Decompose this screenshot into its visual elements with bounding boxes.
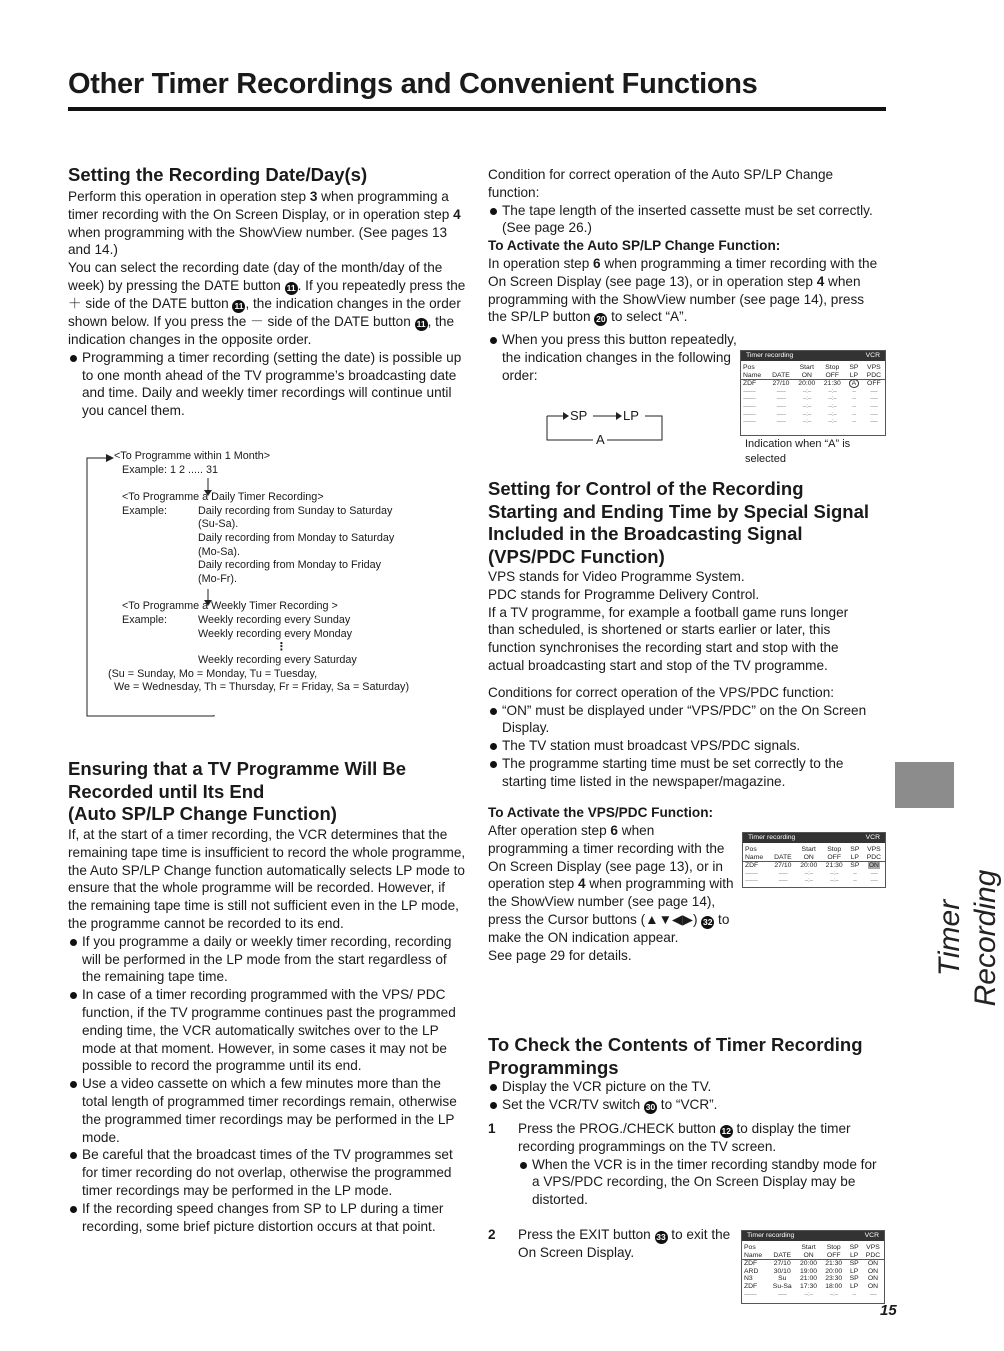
page-title: Other Timer Recordings and Convenient Functions (68, 68, 886, 111)
page-number: 15 (880, 1302, 897, 1319)
osd-cell: ----- (776, 395, 786, 403)
text: VPS (867, 364, 881, 371)
osd-title-bar (742, 1231, 884, 1241)
osd-cell: -- (853, 877, 857, 885)
osd-vcr-label: VCR (865, 834, 880, 841)
text: , the indication changes in the order shown below. If you press the － side of the DATE button (68, 295, 461, 329)
heading-line: To Check the Contents of Timer Recording (488, 1034, 863, 1055)
osd-cell: --:-- (802, 387, 812, 395)
auto-activate-text (488, 255, 886, 326)
osd-cell: SP (849, 1275, 859, 1283)
text: to exit the On Screen Display. (518, 1227, 731, 1260)
text: Name (745, 853, 764, 861)
osd-cell: ---- (870, 395, 878, 403)
text: ON (803, 1251, 814, 1259)
sched-weekly-3: Weekly recording every Saturday (198, 654, 357, 667)
osd-header-row (741, 364, 885, 380)
sched-example-label: Example: (122, 504, 168, 517)
text: Pos (743, 364, 755, 371)
text: Start (801, 1244, 816, 1251)
text: to “VCR”. (657, 1096, 718, 1112)
osd-col-start (796, 846, 821, 862)
date-intro-paragraph (68, 188, 466, 259)
osd-row (741, 380, 885, 388)
auto-condition-bullet: The tape length of the inserted cassette must be set correctly. (See page 26.) (488, 202, 886, 238)
text: In operation step (488, 255, 594, 271)
osd-col-vps (863, 846, 885, 862)
step-number: 3 (309, 189, 318, 204)
text: VPS (867, 846, 881, 853)
osd-cell: ----- (776, 410, 786, 418)
osd-cell: 18:00 (825, 1282, 843, 1290)
text: DATE (773, 1251, 792, 1259)
osd-cell: ------- (745, 877, 758, 885)
check-bullet (488, 1096, 880, 1114)
heading-line: (Auto SP/LP Change Function) (68, 803, 337, 824)
osd-cell: ------- (743, 402, 756, 410)
pdc-def: PDC stands for Programme Delivery Control. (488, 586, 760, 602)
osd-col-date (770, 846, 796, 862)
osd-cell: ----- (776, 387, 786, 395)
osd-cell: ----- (778, 877, 788, 885)
heading-line: Setting for Control of the Recording (488, 478, 804, 499)
text: Pos (745, 846, 757, 853)
osd-empty-row (743, 870, 885, 878)
vps-activate-text (488, 822, 736, 947)
osd-cell: ZDF (743, 380, 757, 388)
auto-activate-heading: To Activate the Auto SP/LP Change Function: (488, 238, 781, 254)
osd-cell: ----- (776, 418, 786, 426)
osd-empty-row (742, 1291, 884, 1299)
osd-table (743, 846, 885, 885)
osd-cell: 27/10 (773, 1260, 791, 1268)
osd-cell: --:-- (828, 387, 837, 395)
osd-cell: 19:00 (800, 1267, 818, 1275)
osd-col-date (768, 364, 794, 380)
step-1-bullet: When the VCR is in the timer recording standby mode for a VPS/PDC recording, the On Screen Display may be distorted. (518, 1156, 880, 1209)
text: . If you repeatedly press the ＋ side of the DATE button (68, 277, 466, 311)
text: to make the ON indication appear. (488, 911, 730, 945)
text: when programming a timer recording with the On Screen Display, or in operation step (68, 189, 454, 222)
osd-cell: 23:30 (825, 1275, 843, 1283)
text: Stop (827, 846, 842, 853)
step-number: 2 (488, 1227, 496, 1242)
text: to display the timer recording programmings on the TV screen. (518, 1120, 851, 1154)
osd-cell: --:-- (828, 410, 837, 418)
sched-daily-2: Daily recording from Monday to Saturday (198, 531, 395, 544)
auto-bullet: If you programme a daily or weekly timer recording, recording will be performed in the LP mode from the start regardless of the remaining tape time. (68, 933, 466, 986)
osd-cell: N3 (744, 1275, 753, 1283)
auto-condition-block (488, 166, 886, 326)
step-number: 6 (593, 255, 601, 271)
osd-cell: ---- (869, 1290, 877, 1298)
auto-condition-text: Condition for correct operation of the Auto SP/LP Change function: (488, 167, 834, 200)
osd-col-start (794, 364, 819, 380)
prog-check-button-icon: 12 (721, 1125, 731, 1136)
osd-cell: ZDF (744, 1282, 758, 1290)
text: OFF (826, 1251, 841, 1259)
vps-section-body (488, 568, 878, 821)
sched-month-heading: <To Programme within 1 Month> (114, 450, 271, 462)
vps-bullet: The TV station must broadcast VPS/PDC signals. (488, 737, 878, 755)
osd-cell: 17:30 (800, 1282, 818, 1290)
osd-cell-mode (845, 380, 863, 388)
date-section-heading: Setting the Recording Date/Day(s) (68, 164, 368, 185)
osd-cell: OFF (867, 380, 881, 388)
osd-col-stop (820, 364, 845, 380)
sched-daily-3: Daily recording from Monday to Friday (198, 559, 382, 572)
osd-cell: 21:30 (825, 862, 843, 870)
osd-cell: SP (850, 862, 860, 870)
osd-cell: -- (853, 869, 857, 877)
osd-empty-row (741, 403, 885, 411)
osd-cell: 30/10 (773, 1267, 791, 1275)
osd-vcr-label: VCR (865, 352, 880, 359)
osd-cell: --:-- (829, 877, 839, 885)
osd-cell: ---- (870, 402, 878, 410)
text: SP (849, 1244, 859, 1251)
text: to select “A”. (607, 309, 688, 325)
osd-empty-row (741, 411, 885, 419)
osd-check-screen (741, 1230, 885, 1304)
osd-empty-row (743, 877, 885, 885)
text: VPS (866, 1244, 880, 1251)
text: Name (743, 371, 762, 379)
cursor-button-icon: 32 (703, 916, 713, 927)
exit-button-icon: 33 (656, 1232, 666, 1242)
osd-cell: -- (852, 418, 856, 426)
osd-on-indicator: ON (868, 862, 879, 870)
osd-cell: ---- (870, 418, 878, 426)
osd-cell: 27/10 (772, 380, 790, 388)
sched-vertical-ellipsis: ⋮ (276, 641, 287, 654)
auto-bullet: Use a video cassette on which a few minutes more than the total length of programmed timer recordings remain, otherwise the programmed timer recordings may be performed in the LP mode. (68, 1075, 466, 1146)
osd-table (742, 1244, 884, 1298)
osd-col-stop (821, 1244, 846, 1260)
text: when programming a timer recording with the On Screen Display (see page 13), or in operation step (488, 255, 878, 289)
vps-conditions: Conditions for correct operation of the VPS/PDC function: (488, 684, 835, 700)
osd-cell: 20:00 (798, 380, 816, 388)
step-number: 4 (577, 876, 586, 892)
osd-col-vps (862, 1244, 884, 1260)
text: Perform this operation in operation step (68, 189, 310, 204)
osd-cell: --:-- (802, 402, 812, 410)
text: ON (801, 371, 812, 379)
text: OFF (825, 371, 840, 379)
sched-example-label: Example: (122, 613, 168, 626)
heading-line: Included in the Broadcasting Signal (488, 523, 803, 544)
osd-caption: Indication when “A” is selected (745, 438, 851, 465)
osd-cell: ------- (744, 1290, 757, 1298)
osd-auto-a-screen (740, 350, 886, 436)
heading-line: Programmings (488, 1056, 619, 1078)
auto-bullet: If the recording speed changes from SP to LP during a timer recording, some brief picture distortion occurs at that point. (68, 1200, 466, 1236)
osd-cell: --:-- (829, 869, 839, 877)
osd-cell: ----- (776, 402, 786, 410)
text: Start (799, 364, 814, 371)
sched-daily-heading: <To Programme a Daily Timer Recording> (122, 491, 324, 504)
chapter-side-label: Timer Recording (933, 869, 1002, 1007)
osd-title: Timer recording (748, 834, 796, 841)
step-1-text (518, 1120, 880, 1156)
osd-cell: 21:00 (800, 1275, 818, 1283)
osd-col-vps (863, 364, 885, 380)
osd-col-start (796, 1244, 821, 1260)
osd-cell-vps (863, 862, 885, 870)
vps-bullet: The programme starting time must be set correctly to the starting time listed in the newspaper/magazine. (488, 755, 878, 791)
text: ON (803, 853, 814, 861)
osd-cell: ----- (778, 869, 788, 877)
osd-cell: 20:00 (825, 1267, 843, 1275)
osd-col-mode (845, 364, 863, 380)
text: when programming a timer recording with the On Screen Display (see page 13), or in operation step (488, 823, 725, 892)
osd-empty-row (741, 418, 885, 426)
vps-desc: If a TV programme, for example a football game runs longer than scheduled, is shortened or starts earlier or later, this function synchronises the recording start and stop with the actual broadcasting start and stop of the TV programme. (488, 604, 849, 673)
text: Name (744, 1251, 763, 1259)
osd-cell: 27/10 (774, 862, 792, 870)
text: SP (850, 846, 860, 853)
text: Start (801, 846, 816, 853)
osd-cell: ------- (745, 869, 758, 877)
cycle-arrows (545, 400, 670, 448)
text: Set the VCR/TV switch (502, 1096, 645, 1112)
osd-cell: ZDF (745, 862, 759, 870)
text: when programming with the ShowView number (see page 14), press the Cursor buttons (▲▼◀▶) (488, 876, 734, 927)
osd-cell: Su-Sa (772, 1282, 792, 1290)
osd-col-pos (742, 1244, 769, 1260)
step-number: 1 (488, 1120, 496, 1136)
sched-daily-1: Daily recording from Sunday to Saturday (198, 504, 393, 517)
osd-cell: ARD (744, 1267, 759, 1275)
vps-activate-heading: To Activate the VPS/PDC Function: (488, 804, 714, 820)
osd-col-mode (846, 1244, 862, 1260)
text: SP (849, 364, 859, 371)
osd-col-stop (821, 846, 846, 862)
osd-row (743, 862, 885, 870)
sched-key-2: We = Wednesday, Th = Thursday, Fr = Friday, Sa = Saturday) (114, 681, 410, 694)
osd-cell: 21:30 (825, 1260, 843, 1268)
osd-a-indicator: A (849, 379, 860, 388)
osd-cell: 20:00 (800, 862, 818, 870)
osd-cell: SP (849, 1260, 859, 1268)
osd-cell: ON (867, 1267, 879, 1275)
text: LP (850, 853, 859, 861)
step-number: 4 (816, 273, 825, 289)
osd-cell: ON (867, 1275, 879, 1283)
osd-cell: ZDF (744, 1260, 758, 1268)
date-button-icon: 11 (234, 300, 244, 311)
auto-bullet: In case of a timer recording programmed with the VPS/ PDC function, if the TV programme continues past the programmed ending time, the VCR automatically switches over to the LP mode at that moment. However, in some cases it may not be possible to record the programme until its end. (68, 986, 466, 1075)
osd-cell: ------- (743, 395, 756, 403)
vps-activate-text-top (488, 822, 736, 965)
step-2-text (518, 1226, 733, 1262)
auto-press-bullet: When you press this button repeatedly, the indication changes in the following order: (488, 331, 742, 384)
auto-section-heading (68, 758, 468, 826)
vps-bullet: “ON” must be displayed under “VPS/PDC” on the On Screen Display. (488, 702, 878, 738)
osd-cell: -- (852, 395, 856, 403)
step-number: 6 (610, 823, 618, 838)
osd-cell: ------- (743, 387, 756, 395)
osd-col-pos (743, 846, 770, 862)
text: OFF (827, 853, 841, 861)
check-step-2 (488, 1226, 733, 1262)
osd-cell: --:-- (802, 410, 812, 418)
text: PDC (866, 853, 882, 861)
osd-cell: ------- (743, 410, 756, 418)
osd-cell: --:-- (828, 402, 837, 410)
sched-daily-1b: (Su-Sa). (198, 518, 239, 531)
osd-row (742, 1275, 884, 1283)
osd-cell: ON (867, 1260, 879, 1268)
osd-col-pos (741, 364, 768, 380)
osd-cell: ON (867, 1282, 879, 1290)
check-step-1 (488, 1120, 880, 1209)
text: Press the EXIT button (518, 1227, 655, 1242)
osd-table (741, 364, 885, 426)
osd-row (742, 1283, 884, 1291)
osd-header-row (743, 846, 885, 862)
osd-cell: ---- (870, 869, 878, 877)
date-bullet: Programming a timer recording (setting the date) is possible up to one month ahead of the TV programme’s broadcasting date and time. Daily and weekly timer recordings will continue until you cancel them. (68, 349, 466, 420)
auto-section-body (68, 826, 466, 1235)
text: PDC (865, 1251, 881, 1259)
step-number: 4 (453, 206, 461, 222)
date-button-icon: 11 (286, 282, 296, 293)
cycle-a-label: A (596, 432, 605, 447)
osd-vcr-label: VCR (864, 1232, 879, 1239)
osd-cell: -- (852, 402, 856, 410)
text: You can select the recording date (day of the month/day of the week) by pressing the DATE button (68, 260, 443, 293)
vps-def: VPS stands for Video Programme System. (488, 569, 745, 584)
heading-line: Ensuring that a TV Programme Will Be (68, 758, 407, 779)
sched-month-example: Example: 1 2 ..... 31 (122, 463, 219, 476)
text: Pos (744, 1244, 756, 1251)
osd-cell: 21:30 (823, 380, 841, 388)
sched-weekly-heading: <To Programme a Weekly Timer Recording > (122, 600, 338, 613)
osd-empty-row (741, 395, 885, 403)
osd-cell: -- (852, 387, 856, 395)
text: , the indication changes in the opposite order. (68, 313, 455, 347)
osd-cell: --:-- (828, 395, 837, 403)
osd-header-row (742, 1244, 884, 1260)
osd-cell: LP (849, 1267, 859, 1275)
osd-cell: ---- (870, 877, 878, 885)
vcr-tv-switch-icon: 30 (645, 1101, 656, 1112)
osd-cell: ---- (870, 410, 878, 418)
osd-row (742, 1268, 884, 1276)
sched-daily-3b: (Mo-Fr). (198, 572, 237, 585)
text: LP (849, 1251, 859, 1259)
auto-bullet: Be careful that the broadcast times of the TV programmes set for timer recording do not overlap, otherwise the programmed timer recordings may be performed in the LP mode. (68, 1146, 466, 1199)
heading-line: Recorded until Its End (68, 780, 265, 802)
date-button-icon: 11 (416, 318, 426, 329)
osd-col-date (769, 1244, 796, 1260)
osd-vps-screen (742, 832, 886, 888)
osd-cell: --:-- (802, 395, 812, 403)
osd-cell: ---- (870, 387, 878, 395)
auto-intro: If, at the start of a timer recording, the VCR determines that the remaining tape time is insufficient to record the whole programme, the Auto SP/LP Change function automatically selects LP mode to ensure that the whole programme will be recorded. However, if the remaining tape time is still not sufficient even in the LP mode, the programme cannot be recorded to its end. (68, 827, 466, 931)
text: Stop (825, 364, 840, 371)
date-button-paragraph (68, 259, 466, 349)
osd-cell: ------- (743, 418, 756, 426)
sp-lp-button-icon: 20 (596, 314, 606, 325)
heading-line: (VPS/PDC Function) (488, 545, 665, 567)
sched-weekly-2: Weekly recording every Monday (198, 627, 353, 640)
osd-cell: --:-- (804, 877, 813, 885)
text: Press the PROG./CHECK button (518, 1120, 720, 1136)
osd-cell: ----- (777, 1290, 787, 1298)
text: DATE (772, 371, 790, 379)
check-section-body (488, 1078, 880, 1209)
heading-line: Starting and Ending Time by Special Signal (488, 500, 870, 522)
cycle-lp-label: LP (623, 408, 639, 423)
date-section-body (68, 188, 466, 420)
osd-cell: 20:00 (800, 1260, 818, 1268)
check-section-heading (488, 1034, 908, 1079)
check-bullet: Display the VCR picture on the TV. (488, 1078, 880, 1096)
osd-cell: --:-- (829, 1290, 838, 1298)
osd-col-mode (847, 846, 863, 862)
sp-lp-cycle-diagram (545, 400, 670, 448)
osd-title: Timer recording (746, 352, 794, 359)
osd-cell: --:-- (802, 418, 812, 426)
osd-empty-row (741, 388, 885, 396)
sched-key-1: (Su = Sunday, Mo = Monday, Tu = Tuesday, (108, 667, 318, 680)
osd-title-bar (741, 351, 885, 361)
text: LP (849, 371, 859, 379)
vps-section-heading (488, 478, 908, 568)
sched-weekly-1: Weekly recording every Sunday (198, 613, 351, 626)
osd-row (742, 1260, 884, 1268)
date-order-diagram (86, 450, 466, 720)
text: DATE (774, 853, 792, 861)
osd-cell: -- (852, 1290, 856, 1298)
osd-cell: --:-- (804, 1290, 813, 1298)
osd-cell: --:-- (804, 869, 813, 877)
text: when programming with the ShowView number. (See pages 13 and 14.) (68, 224, 448, 258)
vps-see-page: See page 29 for details. (488, 947, 632, 963)
osd-title: Timer recording (747, 1232, 795, 1239)
text: when programming with the ShowView number (see page 14), press the SP/LP button (488, 273, 865, 325)
osd-cell: Su (778, 1275, 787, 1283)
chapter-tab (895, 762, 954, 808)
text: Stop (826, 1244, 841, 1251)
text: PDC (866, 371, 882, 379)
sched-daily-2b: (Mo-Sa). (198, 545, 240, 558)
osd-cell: --:-- (828, 418, 837, 426)
osd-cell: LP (849, 1282, 859, 1290)
osd-cell: -- (852, 410, 856, 418)
text: After operation step (488, 823, 611, 838)
cycle-sp-label: SP (570, 408, 588, 423)
osd-title-bar (743, 833, 885, 843)
